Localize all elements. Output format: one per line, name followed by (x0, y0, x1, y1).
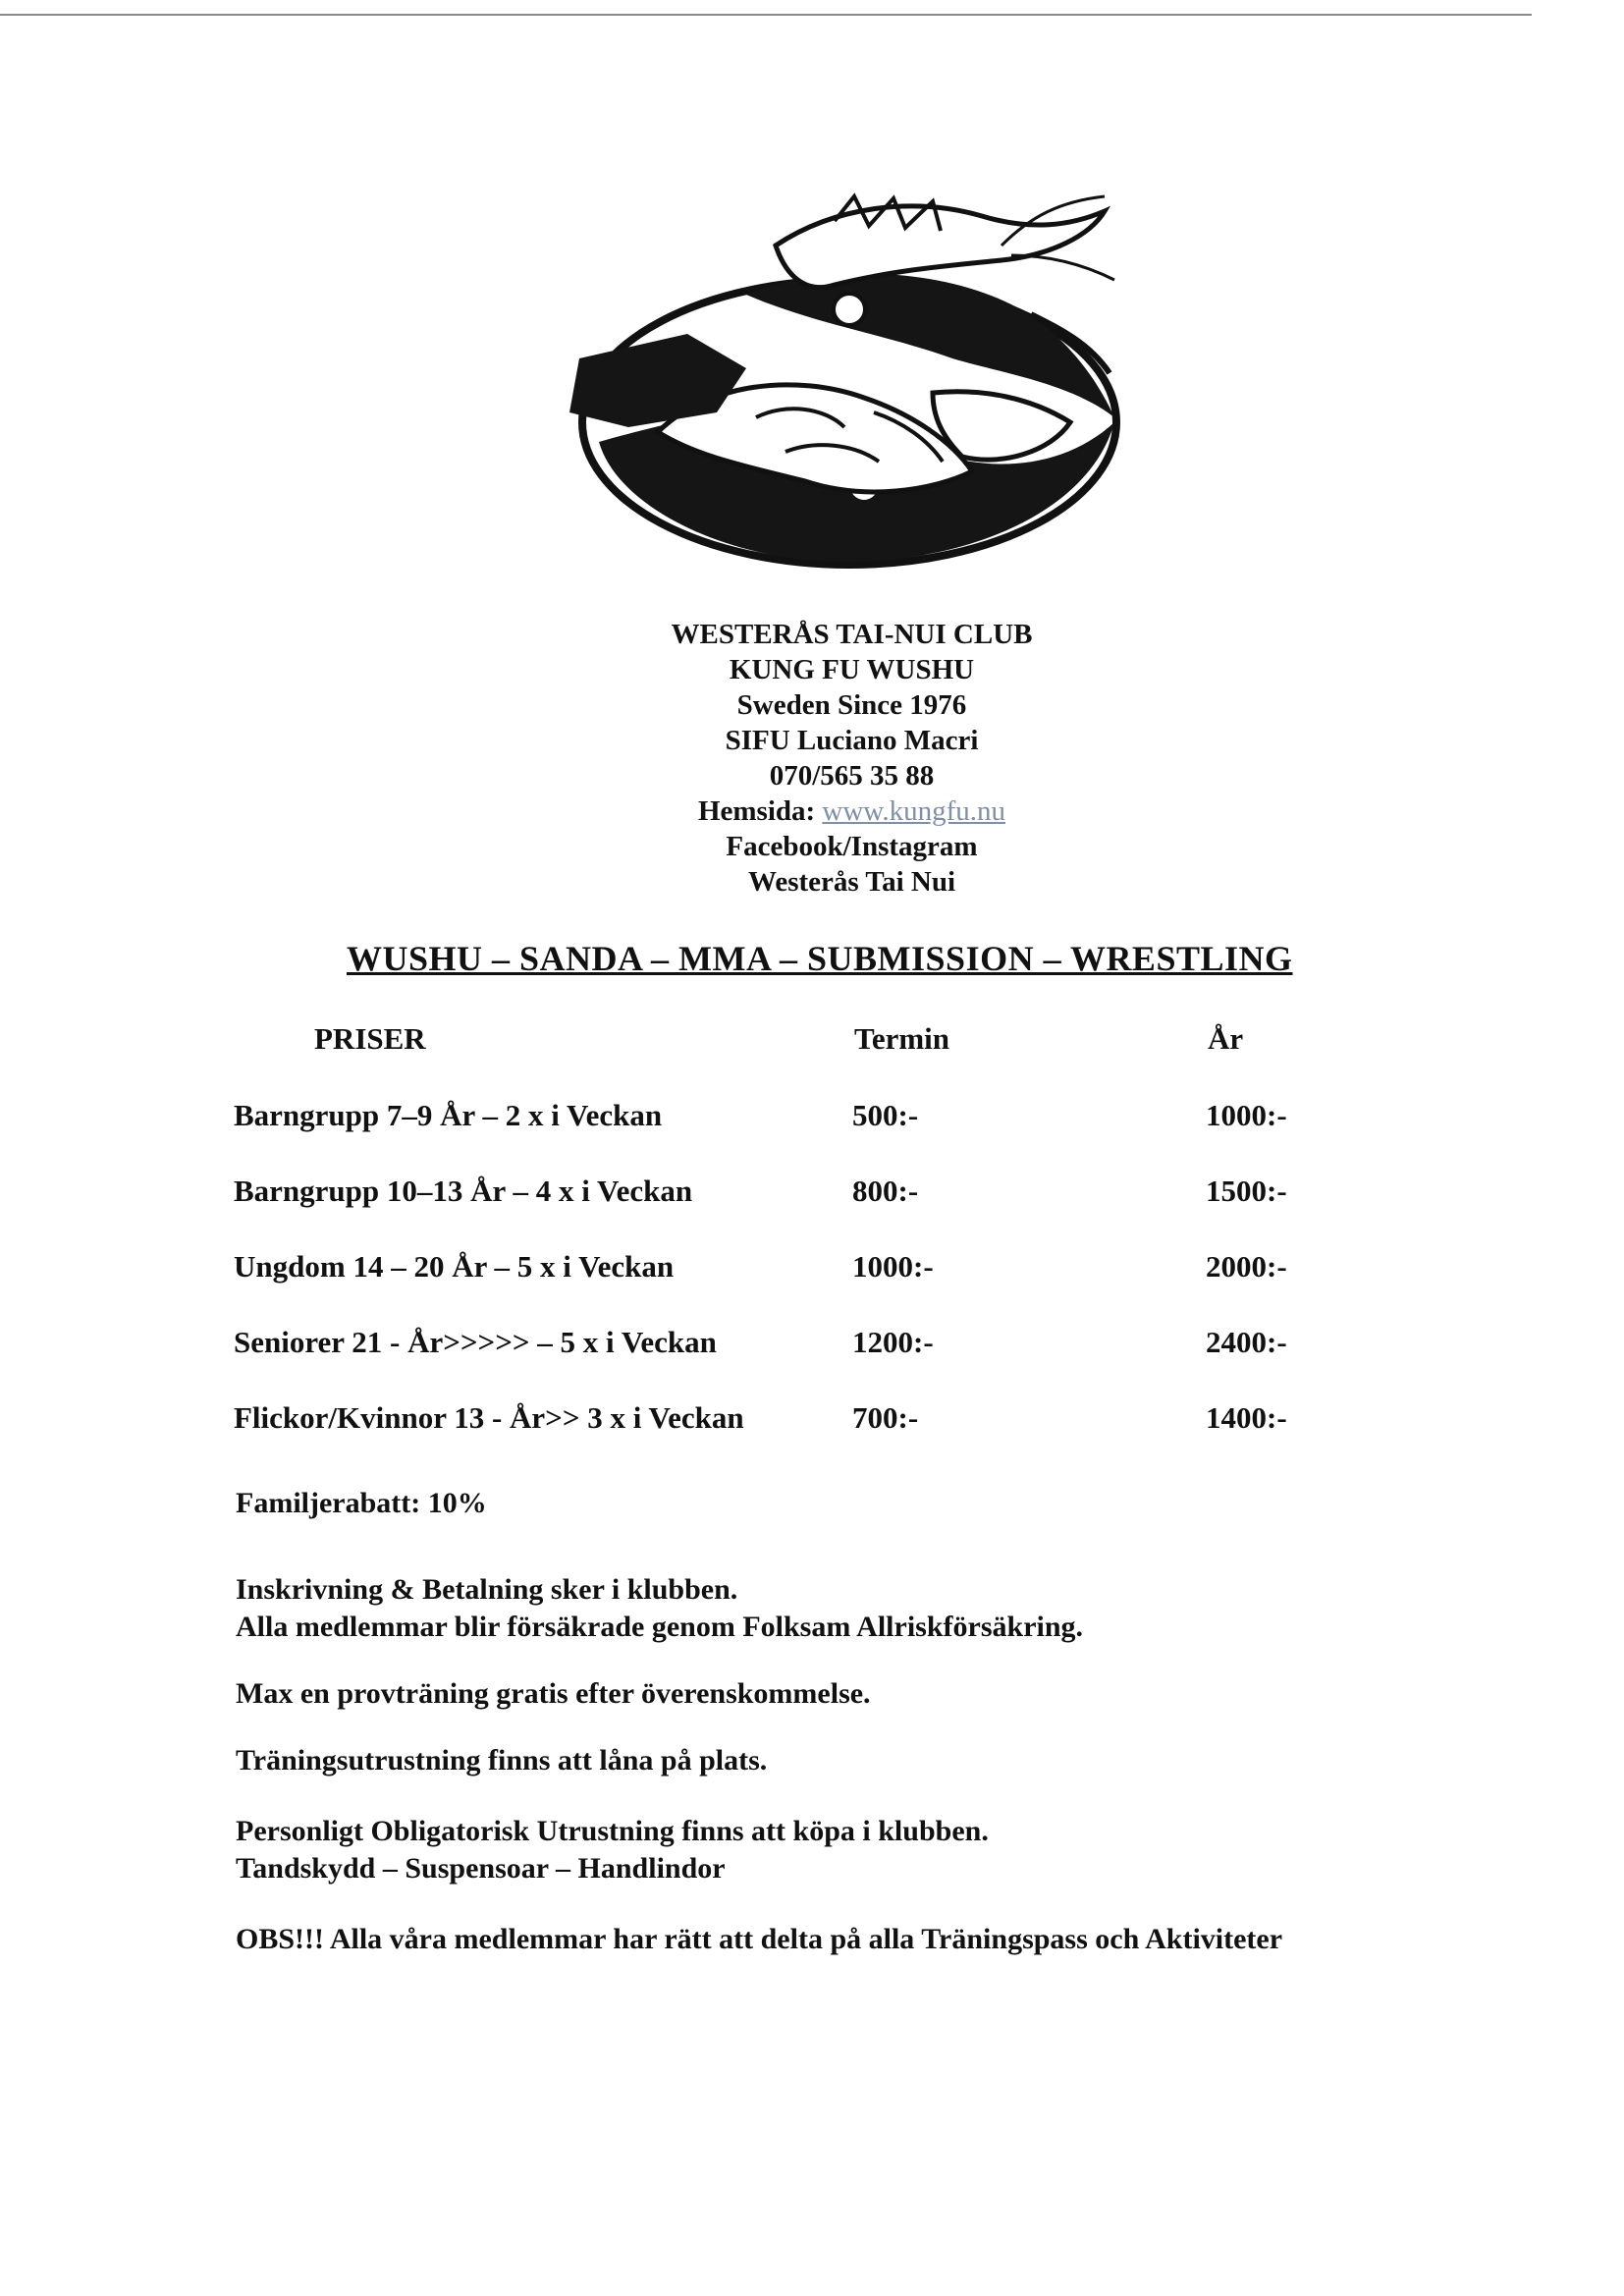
price-row (234, 1098, 1412, 1137)
price-row-year: 1500:- (1206, 1174, 1287, 1208)
price-row-term: 1200:- (852, 1325, 934, 1359)
disciplines-heading: WUSHU – SANDA – MMA – SUBMISSION – WRESTLING (347, 939, 1293, 978)
website-label: Hemsida: (697, 795, 816, 827)
scan-edge-line (0, 14, 1532, 16)
price-row (234, 1325, 1412, 1364)
price-row-term: 800:- (852, 1174, 919, 1208)
club-website-line (0, 793, 1624, 829)
club-header (0, 617, 1624, 900)
price-row-term: 500:- (852, 1098, 919, 1132)
price-row-year: 1400:- (1206, 1400, 1287, 1435)
price-header-term: Termin (854, 1021, 950, 1056)
obs-note: OBS!!! Alla våra medlemmar har rätt att delta på alla Träningspass och Aktiviteter (236, 1923, 1283, 1955)
price-row-label: Barngrupp 7–9 År – 2 x i Veckan (234, 1098, 663, 1132)
club-phone: 070/565 35 88 (769, 760, 935, 792)
club-social-name: Westerås Tai Nui (747, 866, 956, 898)
club-name: WESTERÅS TAI-NUI CLUB (671, 619, 1033, 650)
price-row-year: 1000:- (1206, 1098, 1287, 1132)
equipment-loan-note: Träningsutrustning finns att låna på plats. (236, 1744, 768, 1777)
family-discount: Familjerabatt: 10% (236, 1487, 487, 1519)
club-social-line: Facebook/Instagram (726, 831, 978, 862)
price-row (234, 1174, 1412, 1213)
price-row-year: 2400:- (1206, 1325, 1287, 1359)
club-founded: Sweden Since 1976 (736, 689, 967, 721)
equipment-list: Tandskydd – Suspensoar – Handlindor (236, 1852, 726, 1885)
price-table-header (234, 1021, 1412, 1061)
registration-note: Inskrivning & Betalning sker i klubben. (236, 1573, 738, 1606)
trial-note: Max en provträning gratis efter överenskommelse. (236, 1677, 871, 1710)
price-row-term: 1000:- (852, 1249, 934, 1284)
insurance-note: Alla medlemmar blir försäkrade genom Folksam Allriskförsäkring. (236, 1611, 1084, 1643)
price-row-label: Barngrupp 10–13 År – 4 x i Veckan (234, 1174, 693, 1208)
price-row-label: Ungdom 14 – 20 År – 5 x i Veckan (234, 1249, 675, 1284)
website-link[interactable]: www.kungfu.nu (822, 795, 1006, 827)
dragon-yin-yang-logo (540, 187, 1149, 579)
price-header-label: PRISER (314, 1021, 426, 1056)
club-subtitle: KUNG FU WUSHU (729, 654, 975, 685)
price-row-year: 2000:- (1206, 1249, 1287, 1284)
club-instructor: SIFU Luciano Macri (725, 725, 979, 756)
price-row-label: Seniorer 21 - År>>>>> – 5 x i Veckan (234, 1325, 717, 1359)
equipment-buy-note: Personligt Obligatorisk Utrustning finns att köpa i klubben. (236, 1815, 989, 1847)
price-row-label: Flickor/Kvinnor 13 - År>> 3 x i Veckan (234, 1400, 744, 1435)
price-row-term: 700:- (852, 1400, 919, 1435)
price-header-year: År (1208, 1021, 1244, 1056)
price-row (234, 1249, 1412, 1288)
price-row (234, 1400, 1412, 1440)
info-notes (236, 1485, 1512, 1958)
